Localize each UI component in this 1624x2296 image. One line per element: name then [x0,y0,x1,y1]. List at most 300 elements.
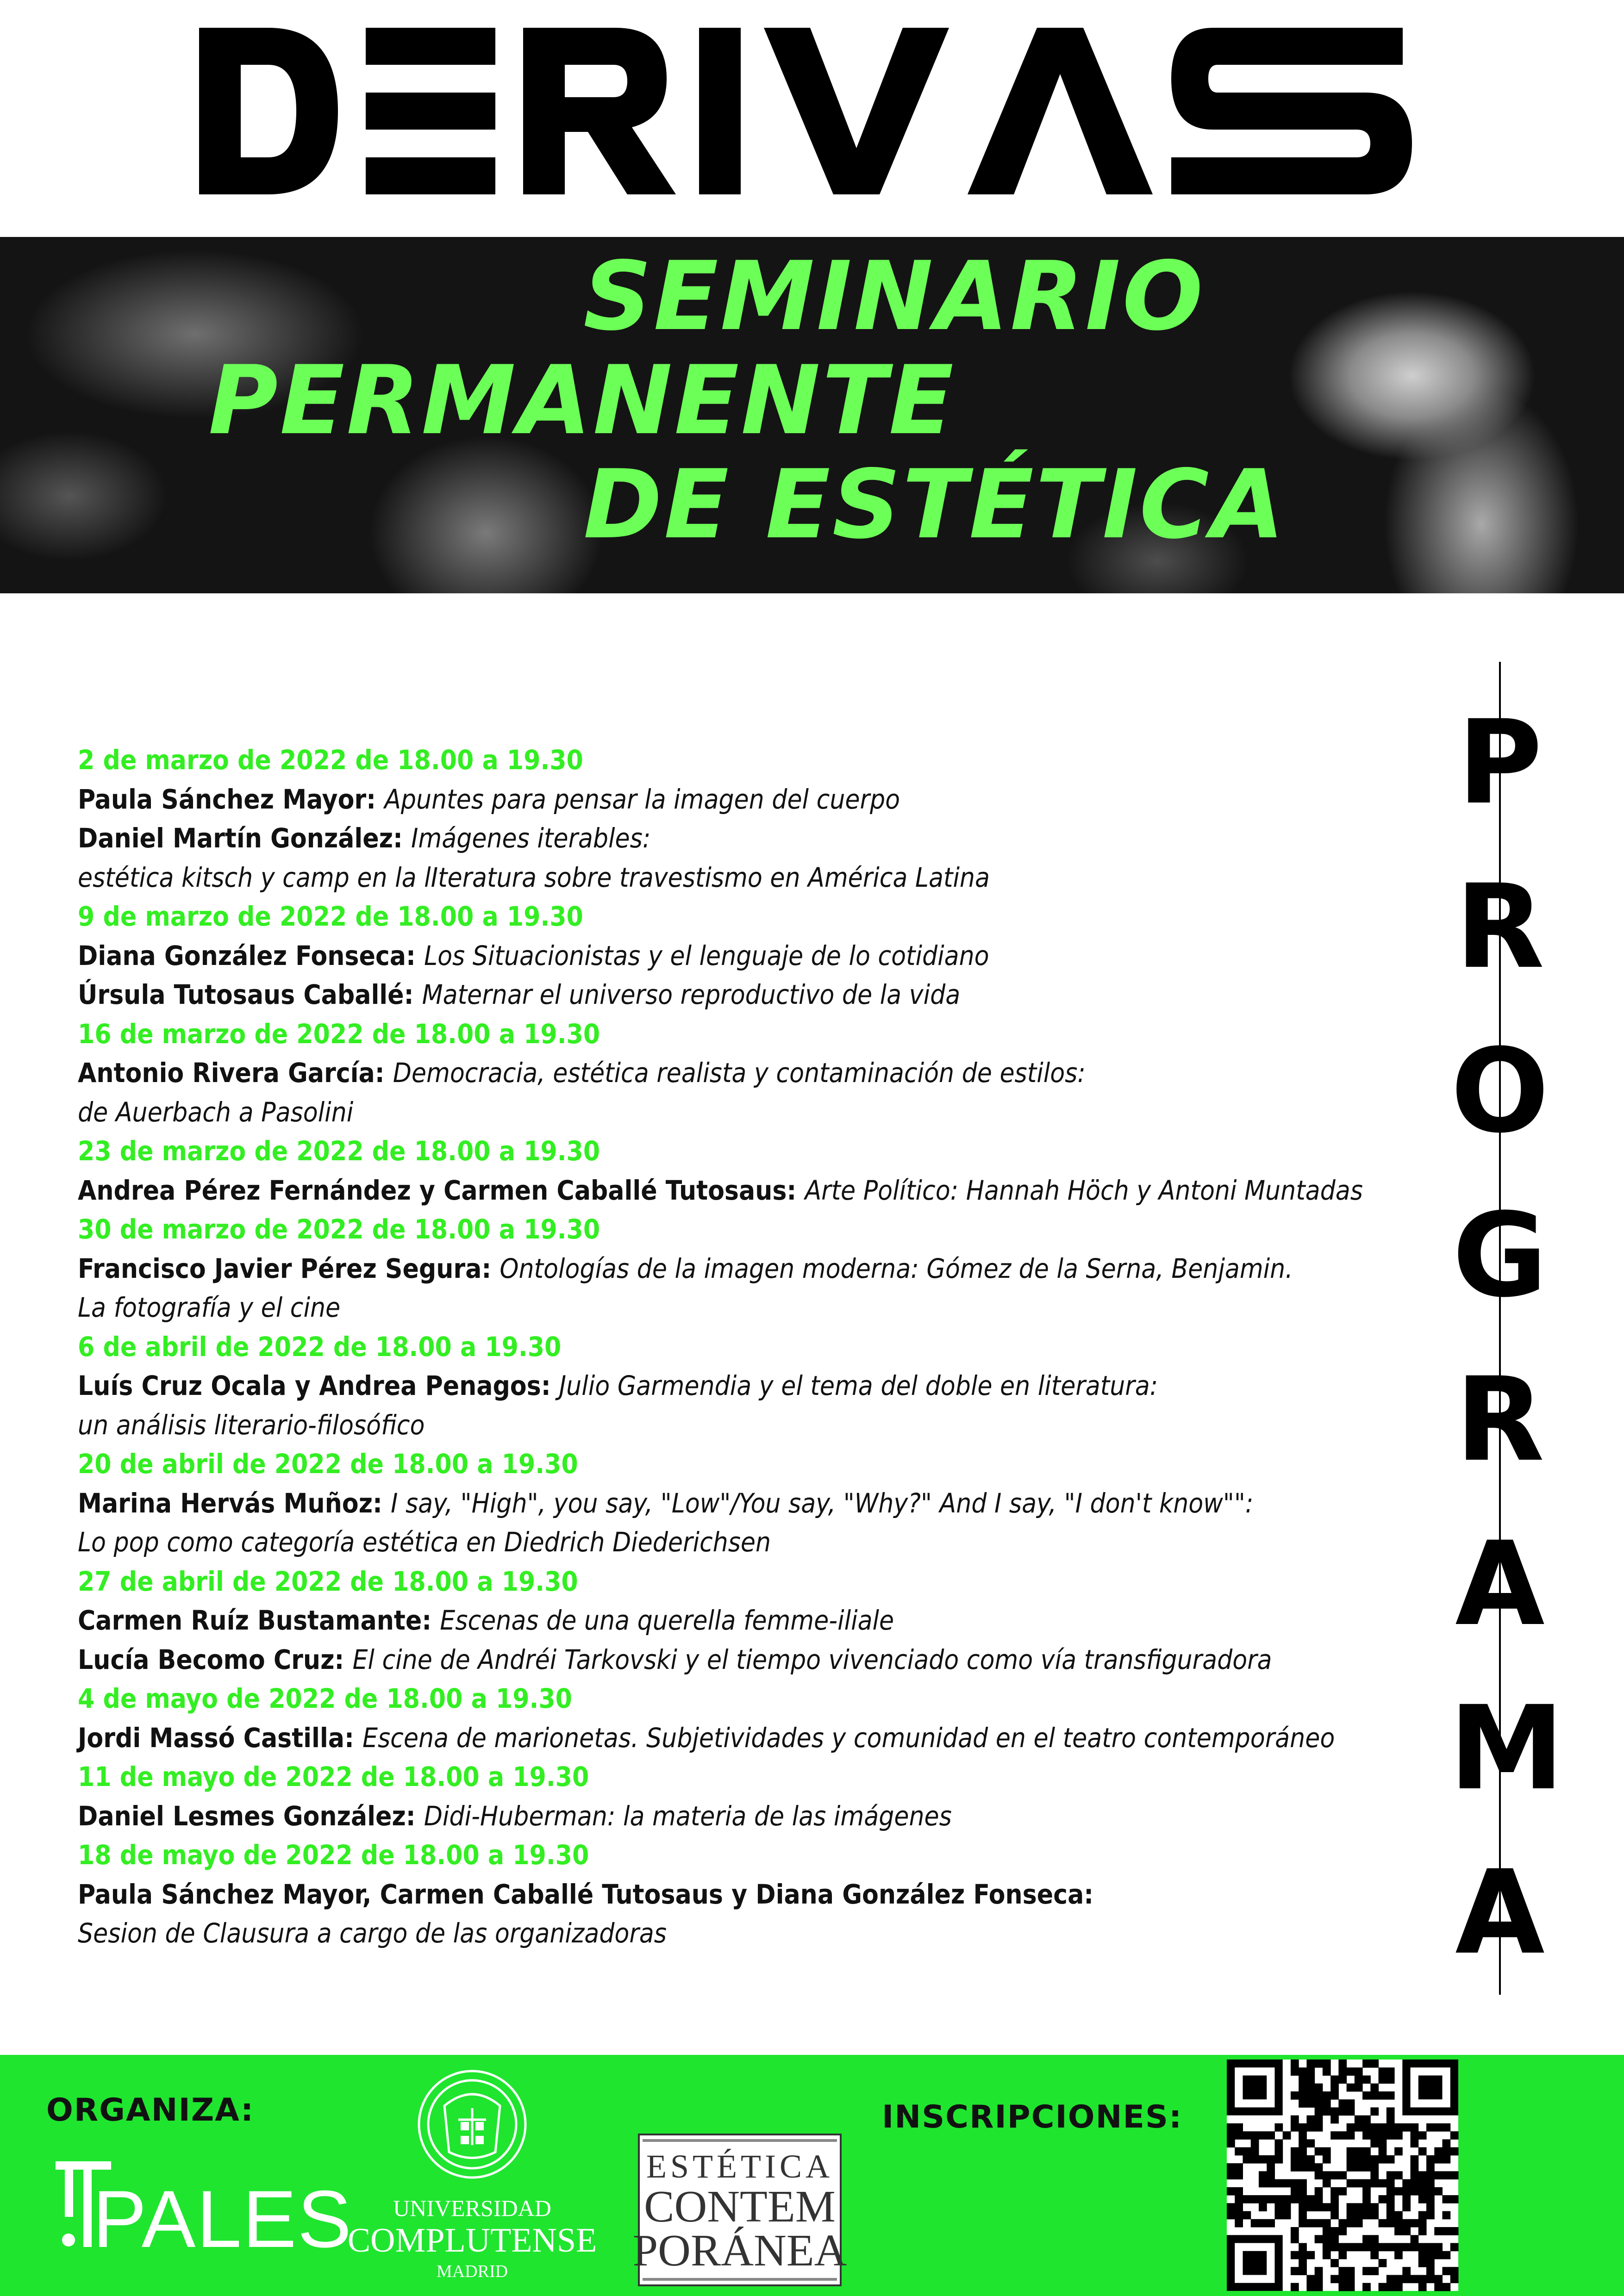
qr-module [1362,2163,1371,2172]
qr-module [1306,2116,1315,2124]
session-date: 23 de marzo de 2022 de 18.00 a 19.30 [78,1135,600,1167]
qr-module [1299,2203,1307,2211]
ucm-logo [343,2064,602,2291]
qr-module [1347,2243,1355,2252]
talk-line [78,1875,1420,1914]
qr-module [1362,2147,1371,2156]
qr-module [1323,2219,1331,2228]
qr-module [1315,2219,1323,2228]
qr-module [1411,2235,1419,2243]
qr-module [1338,2099,1347,2108]
speaker-name: Paula Sánchez Mayor: [78,783,385,815]
qr-module [1370,2251,1379,2259]
qr-module [1299,2067,1307,2076]
qr-module [1347,2267,1355,2275]
qr-module [1450,2171,1459,2179]
qr-module [1330,2091,1339,2100]
qr-module [1315,2163,1323,2172]
qr-module [1338,2243,1347,2252]
qr-module [1362,2195,1371,2203]
speaker-name: Andrea Pérez Fernández y Carmen Caballé Tutosaus: [78,1174,805,1206]
qr-module [1299,2147,1307,2156]
qr-module [1323,2243,1331,2252]
qr-module [1362,2235,1371,2243]
qr-module [1443,2251,1451,2259]
qr-module [1347,2155,1355,2164]
qr-module [1227,2171,1235,2179]
talk-line [78,1053,1420,1093]
qr-module [1370,2084,1379,2092]
session-date: 27 de abril de 2022 de 18.00 a 19.30 [78,1565,578,1597]
qr-module [1283,2195,1291,2203]
qr-module [1387,2187,1395,2196]
qr-module [1227,2211,1235,2220]
vertical-letter: P [1457,695,1543,830]
vertical-letter: A [1455,1845,1545,1980]
qr-module [1235,2131,1243,2140]
qr-module [1291,2195,1299,2203]
qr-module [1411,2171,1419,2179]
qr-module [1387,2203,1395,2211]
footer [0,2055,1624,2296]
qr-module [1370,2060,1379,2068]
qr-module [1306,2283,1315,2291]
qr-module [1362,2211,1371,2220]
banner-line-1: SEMINARIO [583,242,1205,352]
qr-module [1418,2187,1427,2196]
qr-module [1362,2267,1371,2275]
qr-module [1299,2179,1307,2188]
qr-module [1434,2187,1443,2196]
qr-module [1267,2155,1275,2164]
qr-module [1443,2195,1451,2203]
talk-title: Julio Garmendia y el tema del doble en literatura: [559,1370,1158,1401]
talk-line [78,1484,1420,1523]
qr-module [1291,2283,1299,2291]
qr-module [1338,2219,1347,2228]
qr-module [1362,2075,1371,2084]
talk-title: Sesion de Clausura a cargo de las organizadoras [78,1917,667,1949]
talk-title: I say, "High", you say, "Low"/You say, "Why?" And I say, "I don't know"": [391,1487,1254,1519]
qr-module [1259,2171,1267,2179]
qr-module [1362,2243,1371,2252]
qr-module [1394,2283,1403,2291]
qr-module [1379,2179,1387,2188]
qr-module [1291,2187,1299,2196]
qr-module [1227,2139,1235,2147]
qr-module [1370,2163,1379,2172]
qr-module [1387,2075,1395,2084]
qr-module [1259,2131,1267,2140]
qr-module [1323,2147,1331,2156]
qr-module [1402,2187,1411,2196]
qr-module [1338,2171,1347,2179]
qr-module [1418,2283,1427,2291]
qr-module [1323,2203,1331,2211]
qr-module [1394,2211,1403,2220]
qr-module [1402,2203,1411,2211]
qr-module [1434,2147,1443,2156]
qr-module [1227,2123,1235,2132]
qr-module [1299,2099,1307,2108]
talk-line [78,1249,1420,1288]
qr-module [1338,2267,1347,2275]
qr-module [1387,2171,1395,2179]
qr-module [1283,2179,1291,2188]
qr-module [1291,2227,1299,2235]
qr-module [1299,2219,1307,2228]
talk-title: Escenas de una querella femme-iliale [440,1605,894,1636]
qr-module [1299,2211,1307,2220]
qr-finder [1243,2251,1267,2275]
talk-title: La fotografía y el cine [78,1292,341,1323]
qr-module [1387,2091,1395,2100]
qr-module [1251,2195,1259,2203]
qr-module [1355,2075,1363,2084]
qr-module [1370,2243,1379,2252]
qr-module [1291,2235,1299,2243]
qr-module [1243,2211,1251,2220]
qr-module [1330,2195,1339,2203]
qr-module [1291,2060,1299,2068]
qr-module [1274,2147,1283,2156]
qr-module [1426,2203,1435,2211]
speaker-name: Diana González Fonseca: [78,940,425,971]
qr-module [1347,2219,1355,2228]
qr-module [1426,2171,1435,2179]
qr-module [1362,2283,1371,2291]
vertical-letters [1449,680,1564,1995]
qr-module [1299,2075,1307,2084]
qr-module [1402,2275,1411,2284]
qr-module [1418,2195,1427,2203]
qr-module [1291,2179,1299,2188]
qr-module [1379,2147,1387,2156]
speaker-name: Marina Hervás Muñoz: [78,1487,391,1519]
qr-module [1243,2147,1251,2156]
qr-module [1338,2227,1347,2235]
qr-module [1450,2267,1459,2275]
qr-module [1299,2267,1307,2275]
qr-module [1426,2251,1435,2259]
qr-module [1379,2219,1387,2228]
qr-module [1443,2123,1451,2132]
qr-module [1355,2147,1363,2156]
qr-module [1450,2195,1459,2203]
qr-module [1443,2139,1451,2147]
talk-line [78,858,1420,897]
talk-title: estética kitsch y camp en la lIteratura sobre travestismo en América Latina [78,861,990,893]
talk-title: Los Situacionistas y el lenguaje de lo cotidiano [424,940,989,971]
qr-module [1411,2163,1419,2172]
qr-module [1267,2131,1275,2140]
qr-module [1387,2123,1395,2132]
qr-module [1235,2171,1243,2179]
qr-module [1251,2139,1259,2147]
session-date: 9 de marzo de 2022 de 18.00 a 19.30 [78,901,583,932]
talk-title: Apuntes para pensar la imagen del cuerpo [384,783,900,815]
qr-module [1306,2060,1315,2068]
qr-module [1330,2131,1339,2140]
qr-module [1370,2155,1379,2164]
qr-module [1274,2195,1283,2203]
qr-module [1315,2060,1323,2068]
qr-module [1402,2219,1411,2228]
session-date: 30 de marzo de 2022 de 18.00 a 19.30 [78,1213,600,1245]
qr-module [1299,2139,1307,2147]
ucm-logo-line-2: COMPLUTENSE [347,2221,597,2259]
speaker-name: Jordi Massó Castilla: [78,1722,363,1754]
qr-module [1394,2147,1403,2156]
qr-module [1370,2235,1379,2243]
qr-module [1402,2243,1411,2252]
qr-module [1355,2203,1363,2211]
qr-module [1323,2099,1331,2108]
qr-module [1347,2099,1355,2108]
derivas-logo [199,19,1421,204]
talk-line [78,1718,1420,1758]
qr-module [1394,2123,1403,2132]
qr-module [1355,2219,1363,2228]
qr-module [1251,2131,1259,2140]
qr-module [1443,2227,1451,2235]
qr-module [1411,2155,1419,2164]
qr-module [1347,2131,1355,2140]
vertical-letter: M [1449,1681,1564,1816]
qr-module [1394,2187,1403,2196]
qr-module [1434,2171,1443,2179]
qr-module [1370,2107,1379,2116]
talk-title: Imágenes iterables: [411,822,651,854]
qr-module [1370,2203,1379,2211]
ucm-logo-line-3: MADRID [436,2262,508,2281]
qr-module [1274,2123,1283,2132]
qr-module [1315,2267,1323,2275]
qr-module [1283,2211,1291,2220]
qr-module [1235,2211,1243,2220]
qr-module [1259,2155,1267,2164]
estetica-logo-line-3: PORÁNEA [632,2226,847,2276]
talk-title: Ontologías de la imagen moderna: Gómez de la Serna, Benjamin. [500,1252,1293,1284]
qr-module [1387,2219,1395,2228]
qr-code[interactable] [1227,2060,1458,2291]
session-date: 6 de abril de 2022 de 18.00 a 19.30 [78,1331,562,1363]
pales-logo-text: PALES [93,2174,353,2265]
qr-module [1347,2107,1355,2116]
qr-module [1362,2091,1371,2100]
speaker-name: Antonio Rivera García: [78,1057,393,1089]
qr-module [1411,2139,1419,2147]
banner [0,237,1624,593]
qr-module [1338,2131,1347,2140]
qr-module [1402,2267,1411,2275]
talk-line [78,975,1420,1014]
qr-module [1426,2267,1435,2275]
qr-module [1426,2187,1435,2196]
qr-module [1402,2195,1411,2203]
banner-line-2: PERMANENTE [208,346,956,456]
qr-module [1434,2275,1443,2284]
qr-module [1323,2171,1331,2179]
qr-module [1267,2179,1275,2188]
qr-module [1227,2131,1235,2140]
pales-logo [56,2152,353,2268]
qr-module [1338,2067,1347,2076]
qr-module [1338,2283,1347,2291]
talk-line [78,1093,1420,1132]
qr-module [1426,2259,1435,2267]
qr-module [1259,2219,1267,2228]
qr-module [1243,2131,1251,2140]
qr-module [1379,2123,1387,2132]
qr-module [1267,2163,1275,2172]
qr-module [1387,2195,1395,2203]
speaker-name: Daniel Martín González: [78,822,412,854]
qr-module [1450,2275,1459,2284]
qr-module [1267,2195,1275,2203]
qr-module [1450,2227,1459,2235]
qr-module [1379,2075,1387,2084]
qr-module [1235,2123,1243,2132]
qr-module [1299,2163,1307,2172]
qr-module [1347,2163,1355,2172]
qr-module [1315,2195,1323,2203]
qr-module [1291,2267,1299,2275]
qr-module [1291,2116,1299,2124]
qr-module [1411,2187,1419,2196]
qr-module [1235,2163,1243,2172]
qr-module [1251,2147,1259,2156]
qr-module [1379,2139,1387,2147]
qr-module [1443,2283,1451,2291]
qr-module [1315,2091,1323,2100]
qr-module [1330,2275,1339,2284]
qr-module [1347,2283,1355,2291]
qr-module [1426,2211,1435,2220]
qr-module [1362,2203,1371,2211]
qr-module [1394,2171,1403,2179]
talk-line [78,819,1420,858]
qr-module [1450,2243,1459,2252]
qr-module [1323,2155,1331,2164]
qr-module [1387,2067,1395,2076]
talk-title: Democracia, estética realista y contaminación de estilos: [393,1057,1086,1089]
qr-module [1283,2203,1291,2211]
talk-line [78,936,1420,976]
talk-line [78,1171,1420,1210]
qr-module [1387,2211,1395,2220]
qr-module [1355,2155,1363,2164]
vertical-letter: G [1452,1188,1548,1323]
estetica-contemporanea-logo [632,2134,847,2286]
qr-module [1330,2116,1339,2124]
qr-module [1235,2147,1243,2156]
qr-module [1306,2123,1315,2132]
qr-module [1411,2179,1419,2188]
qr-module [1315,2283,1323,2291]
qr-module [1418,2259,1427,2267]
qr-module [1235,2195,1243,2203]
qr-module [1306,2163,1315,2172]
qr-module [1330,2211,1339,2220]
talk-line [78,1523,1420,1562]
qr-module [1434,2283,1443,2291]
qr-module [1299,2155,1307,2164]
qr-module [1299,2084,1307,2092]
qr-module [1426,2243,1435,2252]
estetica-logo-line-1: ESTÉTICA [646,2148,833,2185]
speaker-name: Paula Sánchez Mayor, Carmen Caballé Tutosaus y Diana González Fonseca: [78,1878,1094,1910]
talk-title: Didi-Huberman: la materia de las imágenes [424,1800,952,1832]
qr-module [1387,2131,1395,2140]
talk-title: El cine de Andréi Tarkovski y el tiempo vivenciado como vía transfiguradora [352,1643,1272,1675]
qr-module [1355,2116,1363,2124]
qr-module [1347,2275,1355,2284]
qr-module [1379,2091,1387,2100]
qr-module [1347,2203,1355,2211]
qr-module [1330,2171,1339,2179]
qr-module [1418,2147,1427,2156]
qr-module [1418,2251,1427,2259]
vertical-letter: R [1455,1352,1545,1487]
qr-module [1330,2187,1339,2196]
qr-module [1274,2211,1283,2220]
qr-module [1306,2099,1315,2108]
banner-line-3: DE ESTÉTICA [583,450,1287,560]
qr-module [1418,2219,1427,2228]
session-date: 20 de abril de 2022 de 18.00 a 19.30 [78,1448,578,1480]
qr-module [1411,2243,1419,2252]
qr-module [1411,2131,1419,2140]
qr-module [1306,2155,1315,2164]
talk-title: Maternar el universo reproductivo de la vida [422,979,961,1010]
qr-module [1394,2227,1403,2235]
talk-title: un análisis literario-filosófico [78,1409,425,1441]
inscripciones-label: INSCRIPCIONES: [882,2099,1183,2135]
talk-line [78,1601,1420,1640]
qr-module [1323,2060,1331,2068]
qr-module [1330,2107,1339,2116]
qr-module [1338,2075,1347,2084]
qr-module [1227,2203,1235,2211]
speaker-name: Úrsula Tutosaus Caballé: [78,979,422,1010]
qr-finder [1243,2075,1267,2099]
qr-module [1330,2243,1339,2252]
qr-module [1338,2107,1347,2116]
talk-line [78,1914,1420,1953]
qr-module [1387,2179,1395,2188]
qr-module [1299,2251,1307,2259]
qr-module [1379,2155,1387,2164]
qr-module [1299,2195,1307,2203]
qr-module [1347,2067,1355,2076]
qr-module [1291,2123,1299,2132]
qr-module [1274,2155,1283,2164]
qr-module [1330,2235,1339,2243]
qr-module [1306,2075,1315,2084]
session-date: 2 de marzo de 2022 de 18.00 a 19.30 [78,744,583,776]
organiza-label: ORGANIZA: [46,2092,255,2128]
qr-module [1434,2243,1443,2252]
speaker-name: Francisco Javier Pérez Segura: [78,1252,500,1284]
qr-module [1347,2123,1355,2132]
qr-module [1443,2171,1451,2179]
qr-module [1379,2131,1387,2140]
qr-module [1362,2155,1371,2164]
qr-module [1418,2131,1427,2140]
qr-module [1411,2219,1419,2228]
vertical-letter: A [1455,1517,1545,1651]
